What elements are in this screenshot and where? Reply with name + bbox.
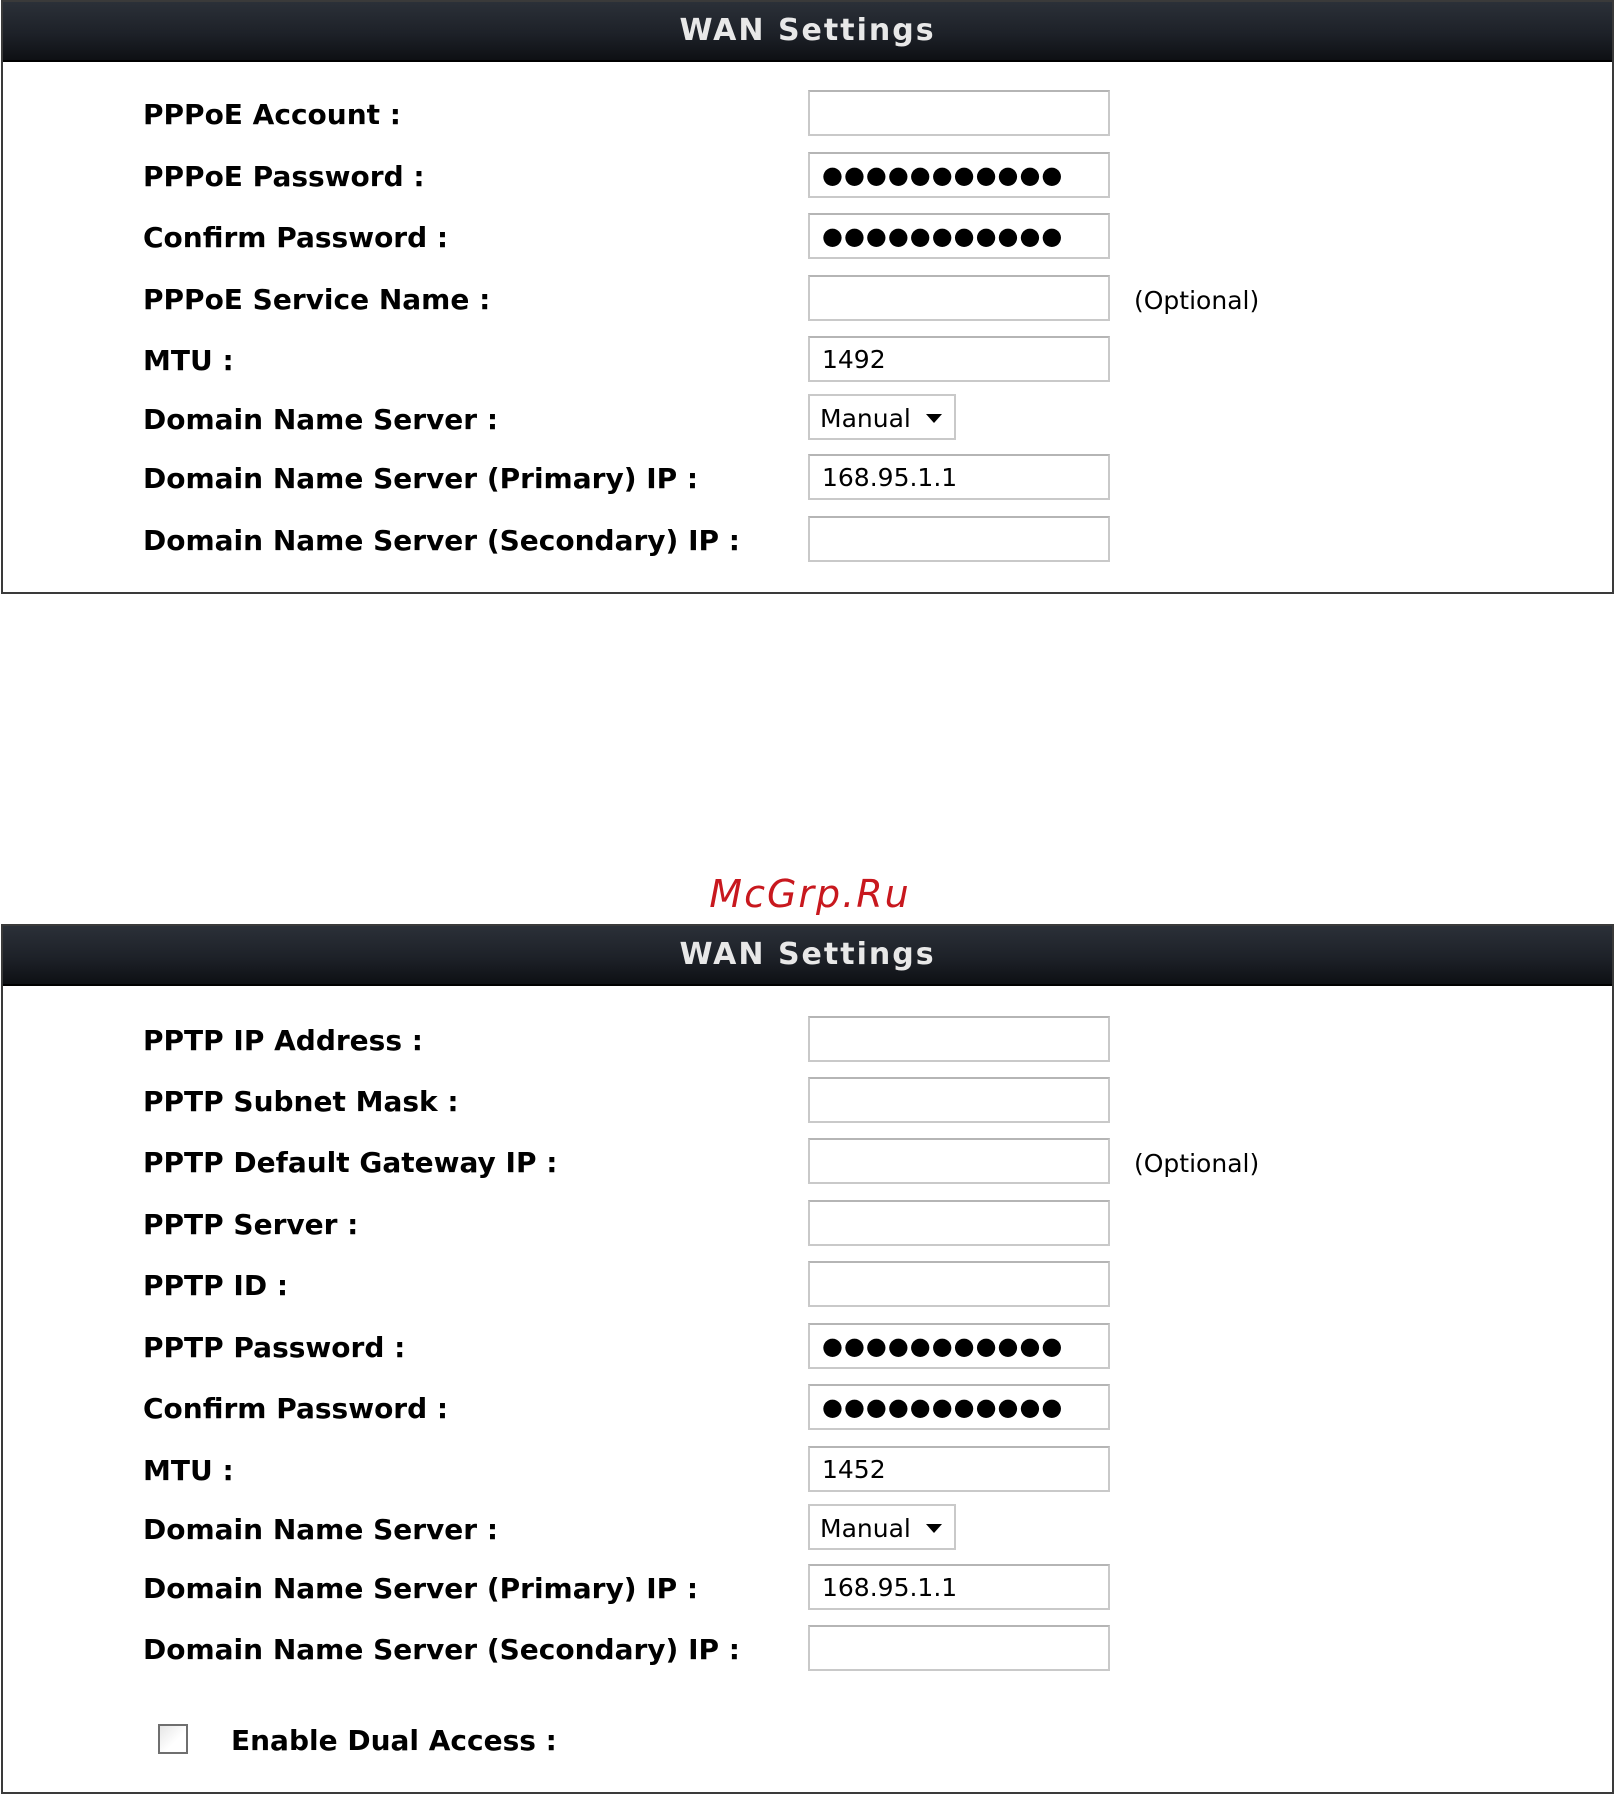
pppoe-service-name-row — [3, 269, 1612, 329]
pppoe-mtu-label: MTU : — [143, 344, 234, 377]
pppoe-dns-primary-input[interactable] — [808, 454, 1110, 500]
pptp-dns-primary-row — [3, 1558, 1612, 1618]
pppoe-dns-secondary-row — [3, 510, 1612, 570]
pppoe-password-input[interactable] — [808, 152, 1110, 198]
select-value: Manual — [820, 1514, 911, 1543]
pppoe-service-name-input[interactable] — [808, 275, 1110, 321]
pppoe-service-name-label: PPPoE Service Name : — [143, 283, 491, 316]
pptp-mtu-label: MTU : — [143, 1454, 234, 1487]
pptp-dns-primary-input[interactable] — [808, 1564, 1110, 1610]
pppoe-mtu-input[interactable] — [808, 336, 1110, 382]
pppoe-dns-mode-select[interactable] — [808, 394, 956, 440]
pppoe-dns-mode-row — [3, 389, 1612, 449]
pptp-ip-address-input[interactable] — [808, 1016, 1110, 1062]
pptp-confirm-password-row — [3, 1378, 1612, 1438]
panel-title-text: WAN Settings — [679, 937, 936, 972]
pppoe-dns-secondary-label: Domain Name Server (Secondary) IP : — [143, 524, 740, 557]
dual-access-label: Enable Dual Access : — [231, 1724, 557, 1757]
dual-access-checkbox[interactable] — [158, 1724, 188, 1754]
pptp-ip-address-row — [3, 1010, 1612, 1070]
pppoe-account-label: PPPoE Account : — [143, 98, 401, 131]
pptp-dns-mode-row — [3, 1499, 1612, 1559]
pptp-password-row — [3, 1317, 1612, 1377]
pppoe-dns-secondary-input[interactable] — [808, 516, 1110, 562]
pptp-id-label: PPTP ID : — [143, 1269, 289, 1302]
pptp-dns-secondary-label: Domain Name Server (Secondary) IP : — [143, 1633, 740, 1666]
pppoe-confirm-password-label: Confirm Password : — [143, 221, 449, 254]
pppoe-password-label: PPPoE Password : — [143, 160, 425, 193]
pppoe-mtu-row — [3, 330, 1612, 390]
panel-title-text: WAN Settings — [679, 13, 936, 48]
pppoe-password-row — [3, 146, 1612, 206]
pptp-server-input[interactable] — [808, 1200, 1110, 1246]
pptp-server-row — [3, 1194, 1612, 1254]
pptp-confirm-password-label: Confirm Password : — [143, 1392, 449, 1425]
pppoe-confirm-password-input[interactable] — [808, 213, 1110, 259]
pptp-default-gateway-input[interactable] — [808, 1138, 1110, 1184]
chevron-down-icon — [926, 414, 942, 423]
pptp-wan-settings-panel — [1, 924, 1614, 1794]
pptp-mtu-row — [3, 1440, 1612, 1500]
watermark-text: McGrp.Ru — [709, 872, 911, 916]
pppoe-dns-primary-row — [3, 448, 1612, 508]
pptp-password-input[interactable] — [808, 1323, 1110, 1369]
chevron-down-icon — [926, 1524, 942, 1533]
pptp-dns-primary-label: Domain Name Server (Primary) IP : — [143, 1572, 699, 1605]
pptp-dns-mode-select[interactable] — [808, 1504, 956, 1550]
pptp-subnet-mask-input[interactable] — [808, 1077, 1110, 1123]
dual-access-row — [3, 1716, 1612, 1776]
pppoe-wan-settings-panel — [1, 0, 1614, 594]
select-value: Manual — [820, 404, 911, 433]
pptp-subnet-mask-row — [3, 1071, 1612, 1131]
pptp-password-label: PPTP Password : — [143, 1331, 406, 1364]
panel-title — [3, 926, 1612, 986]
pppoe-confirm-password-row — [3, 207, 1612, 267]
pptp-default-gateway-label: PPTP Default Gateway IP : — [143, 1146, 558, 1179]
panel-title — [3, 2, 1612, 62]
pptp-mtu-input[interactable] — [808, 1446, 1110, 1492]
pptp-ip-address-label: PPTP IP Address : — [143, 1024, 423, 1057]
pppoe-account-row — [3, 84, 1612, 144]
pptp-dns-mode-label: Domain Name Server : — [143, 1513, 499, 1546]
pptp-subnet-mask-label: PPTP Subnet Mask : — [143, 1085, 459, 1118]
pptp-id-row — [3, 1255, 1612, 1315]
pppoe-dns-mode-label: Domain Name Server : — [143, 403, 499, 436]
pptp-server-label: PPTP Server : — [143, 1208, 359, 1241]
pptp-dns-secondary-row — [3, 1619, 1612, 1679]
pptp-id-input[interactable] — [808, 1261, 1110, 1307]
optional-hint: (Optional) — [1134, 286, 1260, 315]
pptp-dns-secondary-input[interactable] — [808, 1625, 1110, 1671]
pptp-default-gateway-row — [3, 1132, 1612, 1192]
pppoe-dns-primary-label: Domain Name Server (Primary) IP : — [143, 462, 699, 495]
pppoe-account-input[interactable] — [808, 90, 1110, 136]
pptp-confirm-password-input[interactable] — [808, 1384, 1110, 1430]
optional-hint: (Optional) — [1134, 1149, 1260, 1178]
